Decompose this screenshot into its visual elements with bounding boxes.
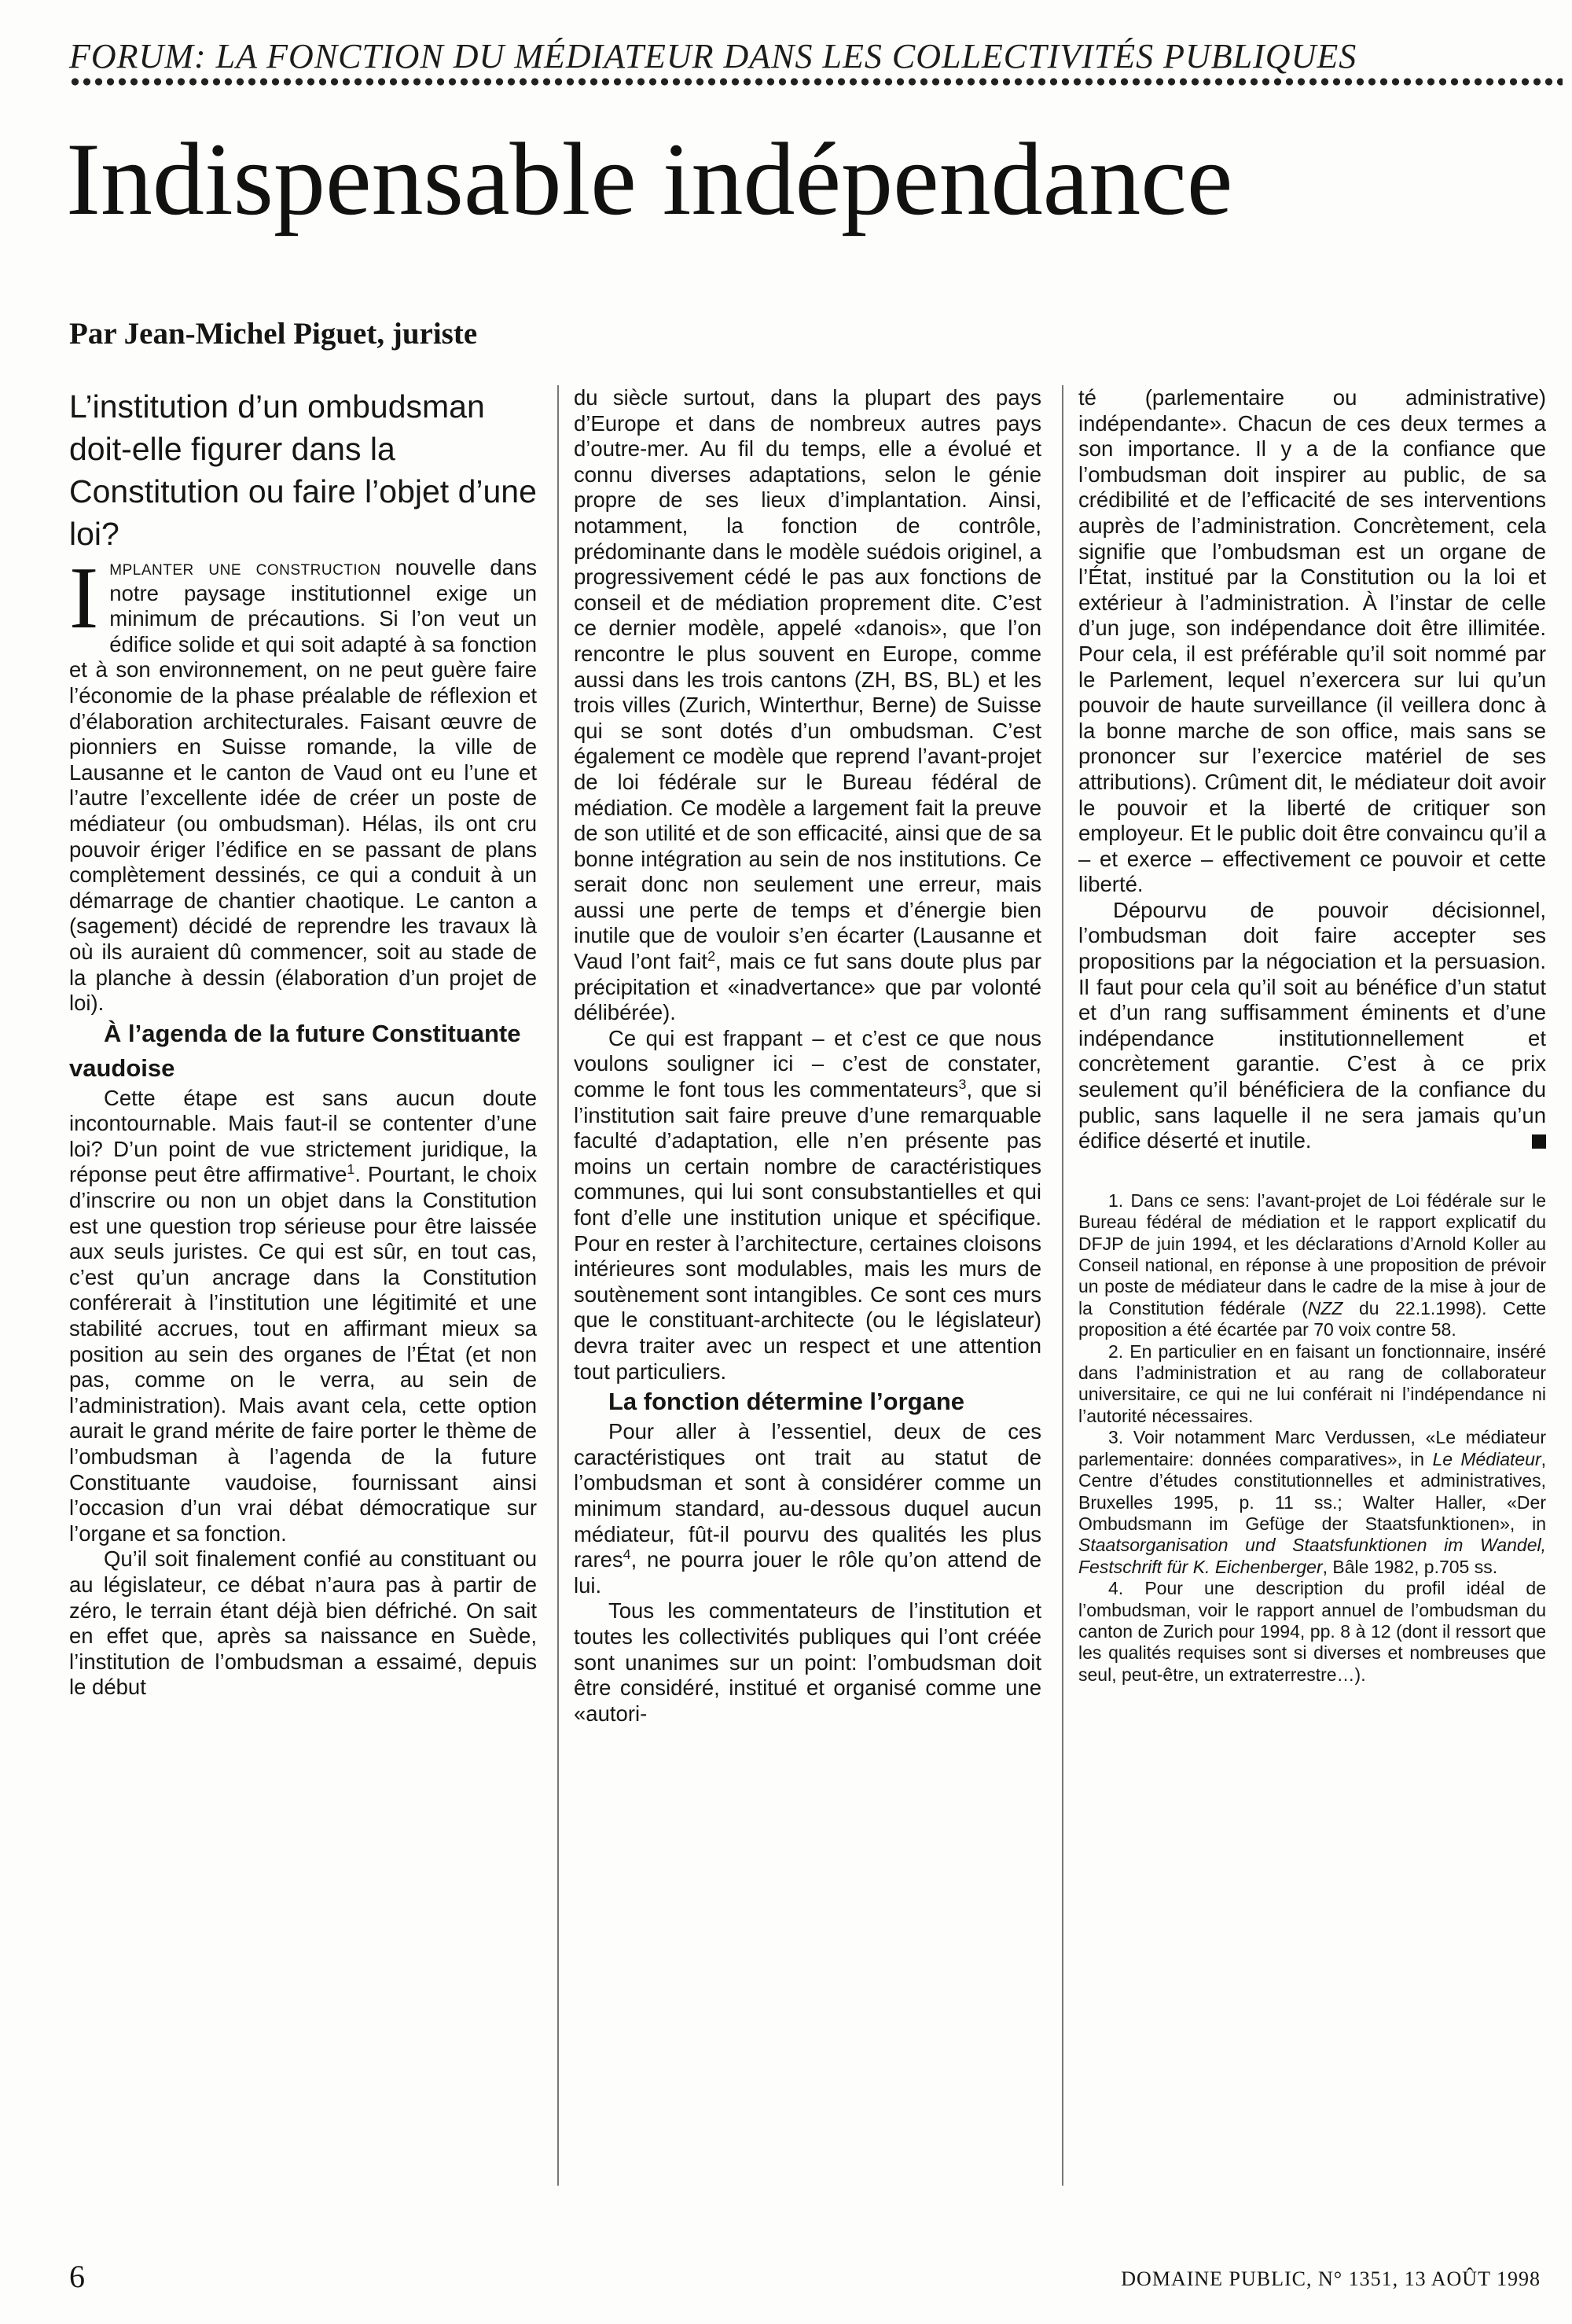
drop-cap: I xyxy=(69,550,99,647)
footnote-1-text-b: du 22.1.1998). Cette proposition a été écartée par 70 voix contre 58. xyxy=(1078,1297,1546,1340)
paragraph-7 xyxy=(1078,898,1546,1154)
paragraph-3-cont-text-a: du siècle surtout, dans la plupart des pays d’Europe et dans de nombreux autres pays d’outre-mer. Au fil du temps, elle a évolué et connu diverses adaptations, selon le génie propre de ses lieux d’implantation. Ainsi, notamment, la fonction de contrôle, prédominante dans le modèle suédois originel, a progressivement cédé le pas aux fonctions de conseil et de médiation proprement dite. C’est ce dernier modèle, appelé «danois», que l’on rencontre le plus souvent en Europe, comme aussi dans les trois cantons (ZH, BS, BL) et les trois villes (Zurich, Winterthur, Berne) de Suisse qui se sont dotés d’un ombudsman. C’est également ce modèle que reprend l’avant-projet de loi fédérale sur le Bureau fédéral de médiation. Ce modèle a largement fait la preuve de son utilité et de son efficacité, ainsi que de sa bonne intégration au sein de nos institutions. Ce serait donc non seulement une erreur, mais aussi une perte de temps et d’énergie bien inutile que de vouloir s’en écarter (Lausanne et Vaud l’ont fait xyxy=(574,385,1041,974)
subhead-2: La fonction détermine l’organe xyxy=(608,1388,964,1416)
column-3 xyxy=(1078,385,1546,1686)
lead-smallcaps: mplanter une construction xyxy=(109,555,381,579)
footnote-3 xyxy=(1078,1427,1546,1578)
paragraph-3-cont-text-b: , mais ce fut sans doute plus par précipitation et «inadvertance» que par volonté délibérée). xyxy=(574,949,1041,1025)
footnote-3-text-a: 3. Voir notamment Marc Verdussen, «Le médiateur parlementaire: données comparatives», in xyxy=(1078,1427,1546,1469)
dotted-rule xyxy=(69,77,1563,86)
footnotes xyxy=(1078,1190,1546,1686)
column-divider xyxy=(557,385,559,2186)
column-2 xyxy=(574,385,1041,1726)
paragraph-1 xyxy=(69,550,537,1017)
footnote-ref-1: 1 xyxy=(347,1161,355,1178)
section-kicker: FORUM: LA FONCTION DU MÉDIATEUR DANS LES COLLECTIVITÉS PUBLIQUES xyxy=(69,37,1357,75)
footnote-ref-4: 4 xyxy=(623,1546,631,1562)
paragraph-6: Tous les commentateurs de l’institution et toutes les collectivités publiques qui l’ont créée sont unanimes sur un point: l’ombudsman doit être considéré, institué et organisé comme une «autori- xyxy=(574,1598,1041,1726)
paragraph-7-text: Dépourvu de pouvoir décisionnel, l’ombudsman doit faire accepter ses propositions par la négociation et la persuasion. Il faut pour cela qu’il soit au bénéfice d’un statut et d’un rang suffisamment éminents et d’une indépendance institutionnellement et concrètement garantie. C’est à ce prix seulement qu’il bénéficiera de la confiance du public, sans laquelle il ne sera jamais qu’un édifice déserté et inutile. xyxy=(1078,897,1546,1153)
column-divider xyxy=(1062,385,1063,2186)
byline: Par Jean-Michel Piguet, juriste xyxy=(69,317,478,351)
paragraph-5-text-b: , ne pourra jouer le rôle qu’on attend de lui. xyxy=(574,1547,1041,1598)
footnote-3-italic-1: Le Médiateur xyxy=(1432,1448,1541,1469)
footnote-3-italic-2: Staatsorganisation und Staatsfunktionen im Wandel, Festschrift für K. Eichenberger xyxy=(1078,1535,1546,1577)
paragraph-4-text-b: , que si l’institution sait faire preuve d’une remarquable faculté d’adaptation, elle n’en présente pas moins un certain nombre de caractéristiques communes, qui lui sont consubstantielles et qui font d’elle une institution unique et spécifique. Pour en rester à l’architecture, certaines cloisons intérieures sont modulables, mais les murs de soutènement sont intangibles. Ce sont ces murs que le constituant-architecte (ou le législateur) devra traiter avec un respect et une attention tout particuliers. xyxy=(574,1077,1042,1384)
paragraph-3-continued xyxy=(574,385,1041,1026)
end-of-article-mark xyxy=(1532,1134,1546,1149)
footnote-3-text-b: , Centre d’études constitutionnelles et administratives, Bruxelles 1995, p. 11 ss.; Walter Haller, «Der Ombudsmann im Gefüge der Staatsfunktionen», in xyxy=(1078,1448,1547,1534)
footnote-ref-2: 2 xyxy=(707,947,715,964)
paragraph-3: Qu’il soit finalement confié au constituant ou au législateur, ce débat n’aura pas à partir de zéro, le terrain étant déjà bien défriché. On sait en effet que, après sa naissance en Suède, l’institution de l’ombudsman a essaimé, depuis le début xyxy=(69,1546,537,1700)
page-number: 6 xyxy=(69,2259,85,2294)
footnote-1-text-a: 1. Dans ce sens: l’avant-projet de Loi fédérale sur le Bureau fédéral de médiation et le rapport explicatif du DFJP de juin 1994, et les déclarations d’Arnold Koller au Conseil national, en réponse à une proposition de prévoir un poste de médiateur dans le cadre de la mise à jour de la Constitution fédérale ( xyxy=(1078,1190,1546,1318)
footnote-ref-3: 3 xyxy=(958,1076,967,1092)
paragraph-1-text: nouvelle dans notre paysage institutionnel exige un minimum de précautions. Si l’on veut un édifice solide et qui soit adapté à sa fonction et à son environnement, on ne peut guère faire l’économie de la phase préalable de réflexion et d’élaboration architecturales. Faisant œuvre de pionniers en Suisse romande, la ville de Lausanne et le canton de Vaud ont eu l’une et l’autre l’excellente idée de créer un poste de médiateur (ou ombudsman). Hélas, ils ont cru pouvoir ériger l’édifice en se passant de plans complètement dessinés, ce qui a conduit à un démarrage de chantier chaotique. Le canton a (sagement) décidé de reprendre les travaux là où ils auraient dû commencer, soit au stade de la planche à dessin (élaboration d’un projet de loi). xyxy=(69,555,537,1016)
headline: Indispensable indépendance xyxy=(66,121,1233,237)
subhead-1: À l’agenda de la future Constituante vaudoise xyxy=(69,1019,521,1082)
column-1 xyxy=(69,385,537,1701)
paragraph-2-text-b: . Pourtant, le choix d’inscrire ou non un objet dans la Constitution est une question trop sérieuse pour être laissée aux seuls juristes. Ce qui est sûr, en tout cas, c’est qu’un ancrage dans la Constitution conférerait à l’institution une légitimité et une stabilité accrues, tout en affirmant mieux sa position au sein des organes de l’État (et non pas, comme on le verra, au sein de l’administration). Mais avant cela, cette option aurait le grand mérite de faire porter le thème de l’ombudsman à l’agenda de la future Constituante vaudoise, fournissant ainsi l’occasion d’un vrai débat démocratique sur l’organe et sa fonction. xyxy=(69,1162,537,1546)
paragraph-5-text-a: Pour aller à l’essentiel, deux de ces caractéristiques ont trait au statut de l’ombudsman et sont à considérer comme un minimum standard, au-dessous duquel aucun médiateur, fût-il pourvu des qualités les plus rares xyxy=(574,1419,1041,1572)
footnote-3-text-c: , Bâle 1982, p.705 ss. xyxy=(1322,1556,1498,1577)
footnote-2: 2. En particulier en en faisant un fonctionnaire, inséré dans l’administration et au rang de collaborateur universitaire, ce qui ne lui conférait ni l’indépendance ni l’autorité nécessaires. xyxy=(1078,1340,1546,1426)
footnote-1-italic: NZZ xyxy=(1307,1297,1343,1318)
paragraph-5 xyxy=(574,1419,1041,1598)
paragraph-6-continued: té (parlementaire ou administrative) indépendante». Chacun de ces deux termes a son importance. Il y a de la confiance que l’ombudsman doit inspirer au public, de sa crédibilité et de l’efficacité de ses interventions auprès de l’administration. Concrètement, cela signifie que l’ombudsman est un organe de l’État, institué par la Constitution ou la loi et extérieur à l’administration. À l’instar de celle d’un juge, son indépendance doit être illimitée. Pour cela, il est préférable qu’il soit nommé par le Parlement, lequel n’exercera sur lui qu’un pouvoir de haute surveillance (il veillera donc à la bonne marche de son office, mais sans se prononcer sur l’exercice matériel de ses attributions). Crûment dit, le médiateur doit avoir le pouvoir et la liberté de critiquer son employeur. Et le public doit être convaincu qu’il a – et exerce – effectivement ce pouvoir et cette liberté. xyxy=(1078,385,1546,897)
chapo: L’institution d’un ombudsman doit-elle figurer dans la Constitution ou faire l’objet d’une loi? xyxy=(69,388,537,552)
footnote-4: 4. Pour une description du profil idéal de l’ombudsman, voir le rapport annuel de l’ombudsman du canton de Zurich pour 1994, pp. 8 à 12 (dont il ressort que les qualités requises sont si diverses et nombreuses que seul, peut-être, un extraterrestre…). xyxy=(1078,1578,1546,1685)
footnote-1 xyxy=(1078,1190,1546,1341)
paragraph-4-text-a: Ce qui est frappant – et c’est ce que nous voulons souligner ici – c’est de constater, comme le font tous les commentateurs xyxy=(574,1025,1041,1102)
paragraph-2-text-a: Cette étape est sans aucun doute incontournable. Mais faut-il se contenter d’une loi? D’un point de vue strictement juridique, la réponse peut être affirmative xyxy=(69,1085,537,1187)
paragraph-4 xyxy=(574,1026,1041,1384)
paragraph-2 xyxy=(69,1086,537,1547)
publication-footer: DOMAINE PUBLIC, N° 1351, 13 AOÛT 1998 xyxy=(1121,2267,1541,2290)
